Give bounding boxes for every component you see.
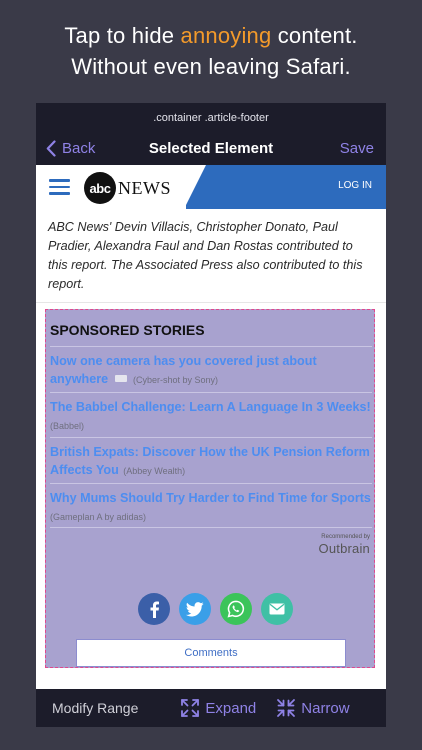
selector-path: .container .article-footer: [36, 103, 386, 131]
headline-post: content.: [271, 23, 358, 48]
envelope-icon: [269, 603, 285, 615]
headline-line-1: [0, 20, 422, 51]
headline-pre: Tap to hide: [64, 23, 181, 48]
narrow-label: Narrow: [301, 699, 350, 717]
expand-button[interactable]: [180, 698, 256, 718]
twitter-icon: [186, 602, 204, 617]
story-source: (Abbey Wealth): [123, 466, 186, 476]
story-link[interactable]: British Expats: Discover How the UK Pension Reform Affects You: [50, 445, 370, 477]
headline-line-2: Without even leaving Safari.: [71, 54, 351, 79]
email-share-button[interactable]: [261, 593, 293, 625]
site-header: [36, 165, 386, 209]
list-item: [50, 437, 372, 483]
story-link[interactable]: Now one camera has you covered just about anywhere: [50, 354, 317, 386]
list-item: [50, 392, 372, 438]
hamburger-menu-icon[interactable]: [49, 179, 70, 195]
twitter-share-button[interactable]: [179, 593, 211, 625]
story-link[interactable]: The Babbel Challenge: Learn A Language In 3 Weeks!: [50, 399, 371, 414]
narrow-button[interactable]: [276, 698, 349, 718]
video-tag-icon: [115, 375, 127, 382]
chevron-left-icon: [46, 140, 56, 157]
promo-headline: [0, 20, 422, 82]
expand-arrows-icon: [180, 698, 200, 718]
list-item: [50, 346, 372, 392]
logo-circle: abc: [84, 172, 116, 204]
story-link[interactable]: Why Mums Should Try Harder to Find Time for Sports: [50, 490, 371, 505]
bottom-toolbar: [36, 689, 386, 727]
article-credits: ABC News' Devin Villacis, Christopher Donato, Paul Pradier, Alexandra Faul and Dan Rostas contributed to this report. The Associated Press also contributed to this report.: [36, 209, 386, 303]
modify-range-label: Modify Range: [52, 700, 139, 716]
story-source: (Gameplan A by adidas): [50, 511, 147, 522]
back-button[interactable]: [46, 140, 95, 157]
story-source: (Babbel): [50, 420, 85, 431]
outbrain-badge[interactable]: [319, 534, 370, 558]
login-link[interactable]: LOG IN: [338, 180, 372, 191]
header-diagonal: [184, 165, 214, 209]
nav-title: Selected Element: [148, 139, 274, 157]
nav-bar: [36, 131, 386, 165]
list-item: [50, 483, 372, 529]
story-source: (Cyber-shot by Sony): [133, 375, 219, 385]
save-button[interactable]: Save: [339, 139, 374, 157]
sponsored-story-list: [50, 346, 372, 528]
whatsapp-icon: [227, 600, 245, 618]
facebook-share-button[interactable]: [138, 593, 170, 625]
expand-label: Expand: [205, 699, 257, 717]
recommended-by-label: Recommended by: [321, 534, 370, 540]
sponsored-title: SPONSORED STORIES: [50, 322, 205, 338]
phone-screen: [36, 103, 386, 727]
outbrain-logo: Outbrain: [318, 541, 370, 556]
selected-element-highlight[interactable]: [45, 309, 375, 668]
abc-news-logo[interactable]: [84, 172, 171, 204]
facebook-icon: [147, 600, 161, 618]
whatsapp-share-button[interactable]: [220, 593, 252, 625]
headline-accent: annoying: [180, 23, 272, 48]
back-label: Back: [62, 139, 96, 157]
logo-word: NEWS: [118, 177, 171, 198]
comments-button[interactable]: Comments: [76, 639, 346, 667]
share-buttons: [138, 593, 302, 625]
narrow-arrows-icon: [276, 698, 296, 718]
